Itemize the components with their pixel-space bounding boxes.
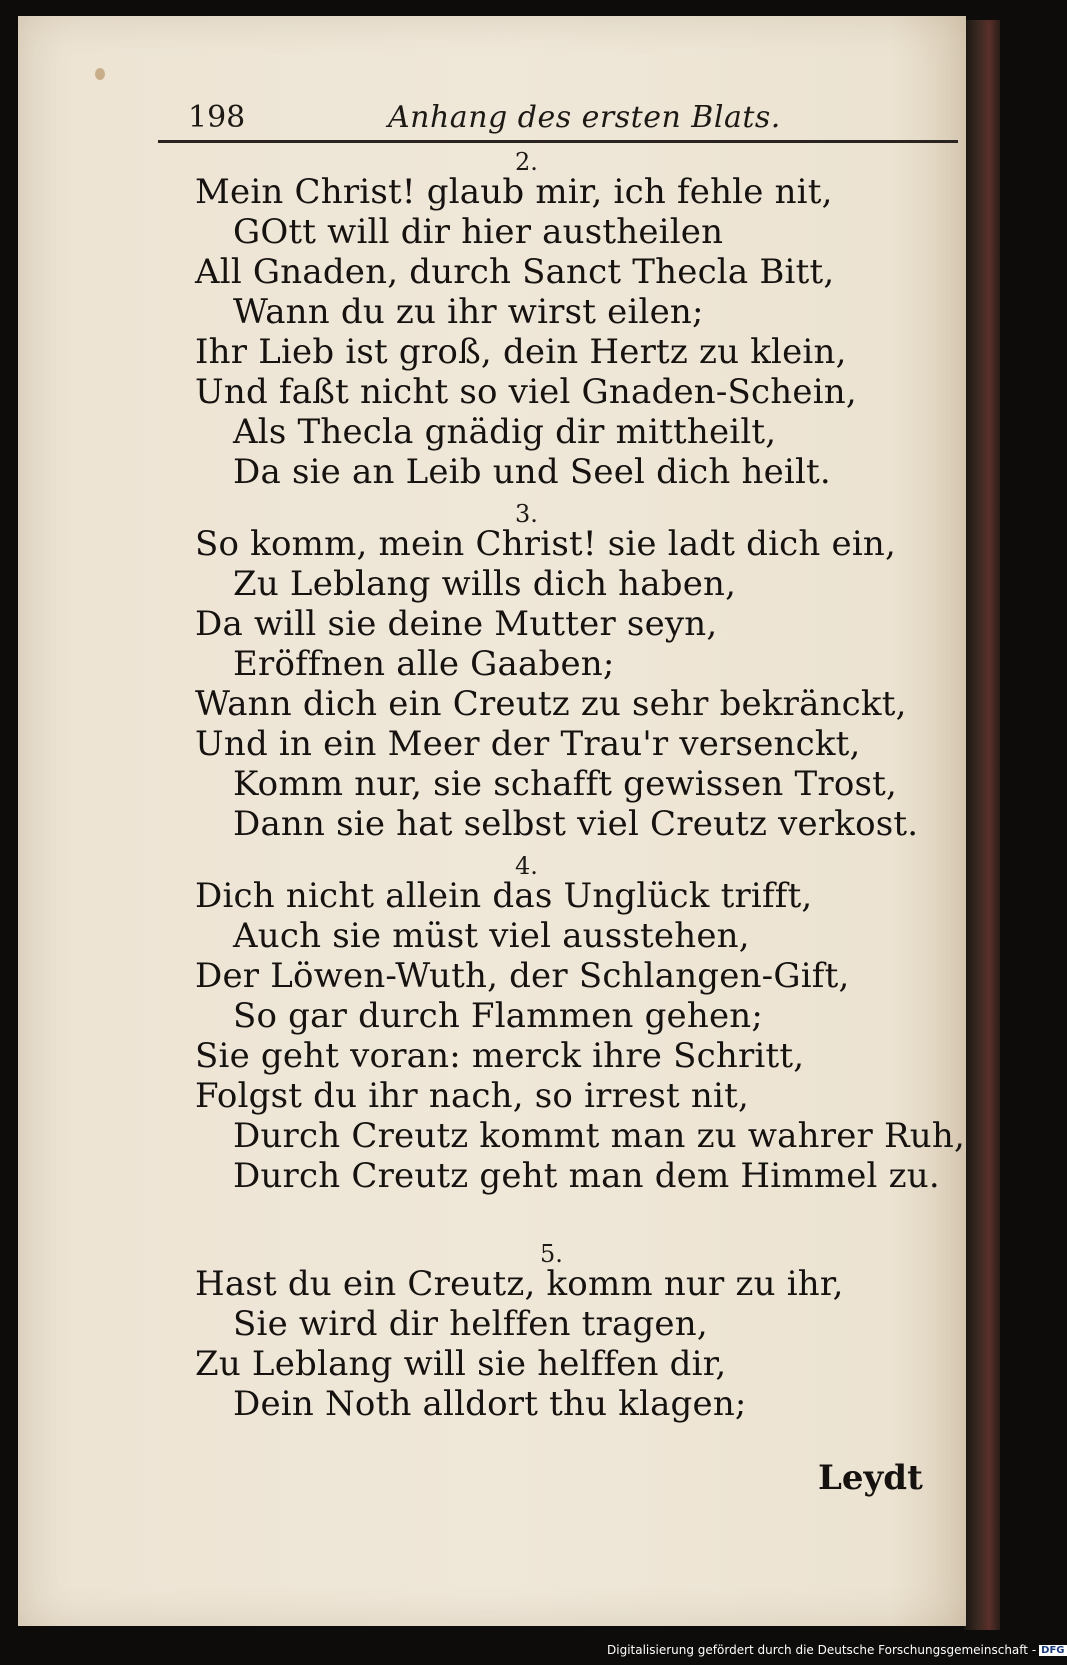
verse-line: Da sie an Leib und Seel dich heilt. bbox=[233, 452, 831, 492]
verse-line: Als Thecla gnädig dir mittheilt, bbox=[233, 412, 777, 452]
verse-line: Sie geht voran: merck ihre Schritt, bbox=[195, 1036, 805, 1076]
verse-line: Und faßt nicht so viel Gnaden-Schein, bbox=[195, 372, 857, 412]
verse-line: Wann du zu ihr wirst eilen; bbox=[233, 292, 704, 332]
catchword: Leydt bbox=[818, 1458, 923, 1498]
verse-line: Sie wird dir helffen tragen, bbox=[233, 1304, 708, 1344]
verse-line: Komm nur, sie schafft gewissen Trost, bbox=[233, 764, 898, 804]
verse-line: Durch Creutz geht man dem Himmel zu. bbox=[233, 1156, 940, 1196]
verse-line: Da will sie deine Mutter seyn, bbox=[195, 604, 718, 644]
verse-line: Mein Christ! glaub mir, ich fehle nit, bbox=[195, 172, 833, 212]
verse-line: Zu Leblang wills dich haben, bbox=[233, 564, 737, 604]
verse-number: 4. bbox=[515, 852, 538, 880]
verse-line: Eröffnen alle Gaaben; bbox=[233, 644, 615, 684]
verse-line: Dann sie hat selbst viel Creutz verkost. bbox=[233, 804, 919, 844]
verse-line: Zu Leblang will sie helffen dir, bbox=[195, 1344, 727, 1384]
verse-line: GOtt will dir hier austheilen bbox=[233, 212, 724, 252]
verse-line: Folgst du ihr nach, so irrest nit, bbox=[195, 1076, 749, 1116]
credit-text: Digitalisierung gefördert durch die Deutsche Forschungsgemeinschaft - bbox=[607, 1643, 1037, 1657]
verse-line: So komm, mein Christ! sie ladt dich ein, bbox=[195, 524, 897, 564]
verse-number: 5. bbox=[540, 1240, 563, 1268]
page-header bbox=[158, 96, 958, 136]
verse-line: Wann dich ein Creutz zu sehr bekränckt, bbox=[195, 684, 907, 724]
verse-line: So gar durch Flammen gehen; bbox=[233, 996, 764, 1036]
verse-line: Und in ein Meer der Trau'r versenckt, bbox=[195, 724, 861, 764]
paper-stain bbox=[95, 68, 105, 80]
header-rule bbox=[158, 140, 958, 143]
verse-line: Auch sie müst viel ausstehen, bbox=[233, 916, 750, 956]
verse-number: 3. bbox=[515, 500, 538, 528]
digitization-credit bbox=[607, 1643, 1065, 1661]
verse-line: Der Löwen-Wuth, der Schlangen-Gift, bbox=[195, 956, 850, 996]
page-number: 198 bbox=[188, 100, 246, 135]
verse-number: 2. bbox=[515, 148, 538, 176]
running-head: Anhang des ersten Blats. bbox=[388, 100, 781, 135]
verse-line: Ihr Lieb ist groß, dein Hertz zu klein, bbox=[195, 332, 847, 372]
verse-line: Dich nicht allein das Unglück trifft, bbox=[195, 876, 813, 916]
verse-line: Durch Creutz kommt man zu wahrer Ruh, bbox=[233, 1116, 965, 1156]
verse-line: All Gnaden, durch Sanct Thecla Bitt, bbox=[195, 252, 835, 292]
book-edge bbox=[964, 20, 1000, 1630]
verse-line: Hast du ein Creutz, komm nur zu ihr, bbox=[195, 1264, 844, 1304]
dfg-logo: DFG bbox=[1041, 1645, 1065, 1656]
verse-line: Dein Noth alldort thu klagen; bbox=[233, 1384, 747, 1424]
